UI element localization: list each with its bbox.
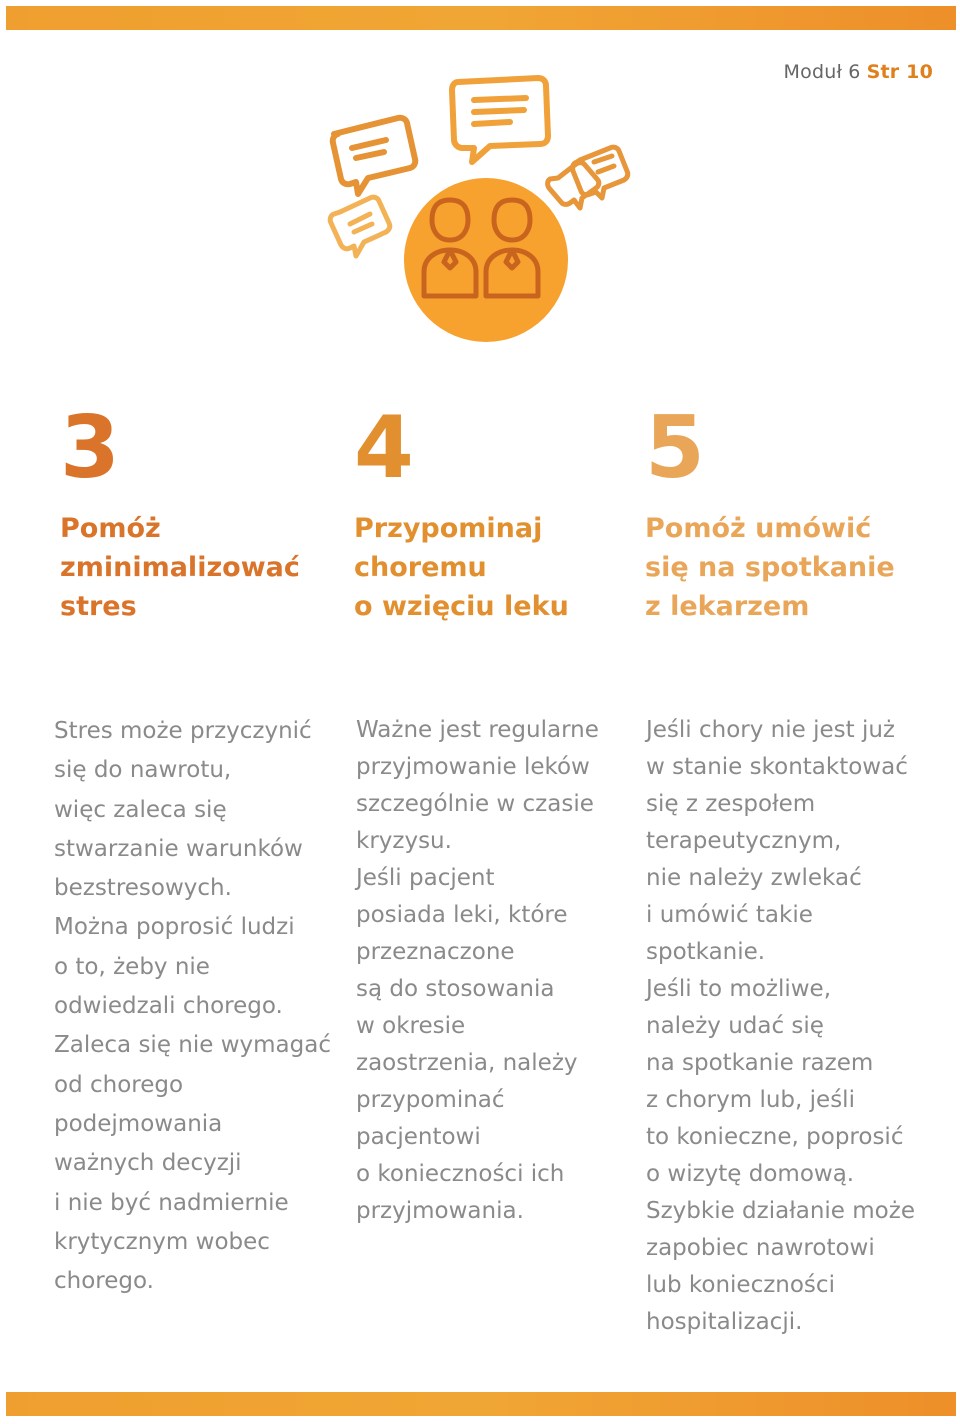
speech-bubble-icon <box>452 78 548 162</box>
speech-bubble-icon <box>333 118 416 194</box>
page-label <box>784 61 933 83</box>
step-title: Przypominaj choremu o wzięciu leku <box>354 513 569 622</box>
step-3-description: Stres może przyczynić się do nawrotu, więc zaleca się stwarzanie warunków bezstresowych. Można poprosić ludzi o to, żeby nie odwiedzali chorego. Zaleca się nie wymagać od chorego podejmowania ważnych decyzji i nie być nadmiernie krytycznym wobec chorego. <box>54 718 331 1295</box>
step-5 <box>645 398 945 626</box>
step-4 <box>354 398 634 626</box>
step-title: Pomóż zminimalizować stres <box>60 513 300 622</box>
step-title: Pomóż umówić się na spotkanie z lekarzem <box>645 513 895 622</box>
module-label: Moduł 6 <box>783 61 861 83</box>
step-5-description: Jeśli chory nie jest już w stanie skontaktować się z zespołem terapeutycznym, nie należy zwlekać i umówić takie spotkanie. Jeśli to możliwe, należy udać się na spotkanie razem z chorym lub, jeśli to konieczne, poprosić o wizytę domową. Szybkie działanie może zapobiec nawrotowi lub konieczności hospitalizacji. <box>646 717 915 1335</box>
step-number: 4 <box>354 398 412 498</box>
speech-bubble-icon <box>330 197 390 256</box>
speech-bubble-icon <box>548 147 628 208</box>
step-3 <box>60 398 340 626</box>
conversation-illustration <box>300 60 660 350</box>
step-number: 3 <box>60 398 118 498</box>
top-decorative-bar <box>6 6 956 30</box>
page-number: Str 10 <box>866 61 933 83</box>
step-number: 5 <box>645 398 703 498</box>
bottom-decorative-bar <box>6 1392 956 1416</box>
step-4-description: Ważne jest regularne przyjmowanie leków szczególnie w czasie kryzysu. Jeśli pacjent posiada leki, które przeznaczone są do stosowania w okresie zaostrzenia, należy przypominać pacjentowi o konieczności ich przyjmowania. <box>356 717 599 1224</box>
